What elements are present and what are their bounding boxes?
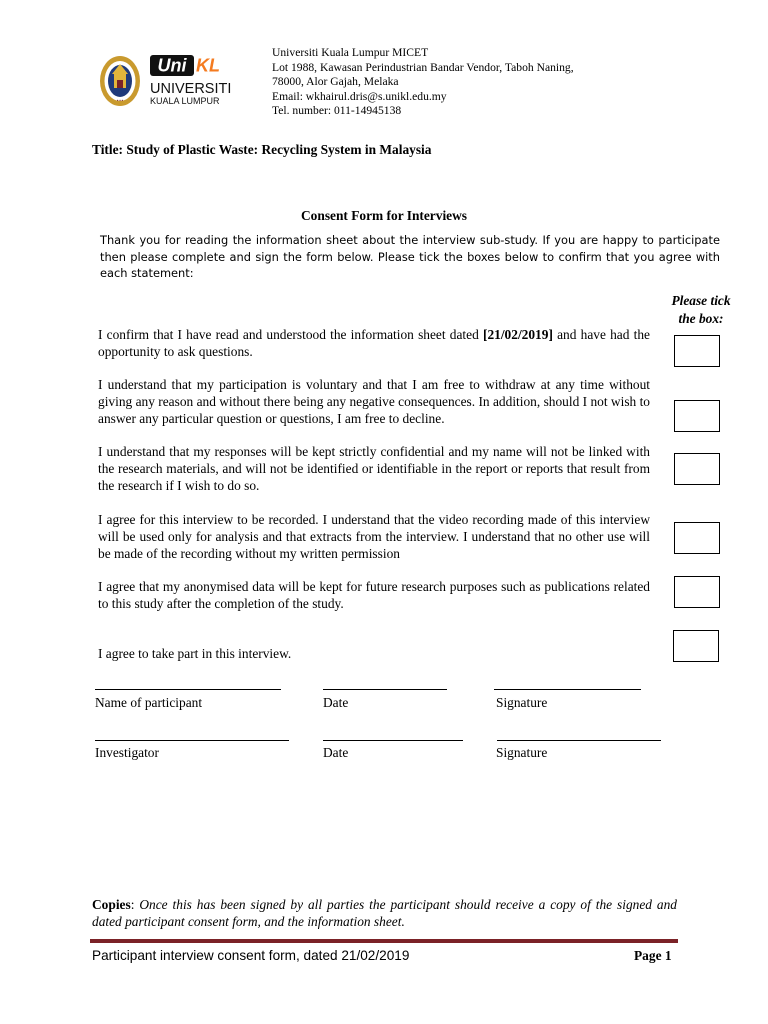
tick-box-4[interactable] [674,522,720,554]
svg-text:•••: ••• [116,98,124,103]
logo-name: UNIVERSITI [150,81,232,97]
statement-3: I understand that my responses will be kept strictly confidential and my name will not be linked with the research materials, and will not be identified or identifiable in the report or reports that result from the research if I wish to do so. [98,444,650,494]
address-line: Universiti Kuala Lumpur MICET [272,46,429,59]
page-number: Page 1 [634,948,672,963]
footer-text: Participant interview consent form, dated 21/02/2019 [92,948,410,963]
investigator-signature-label: Signature [496,745,548,760]
investigator-signature-line[interactable] [497,740,661,741]
copies-text: Once this has been signed by all parties the participant should receive a copy of the signed and dated participant consent form, and the information sheet. [92,897,677,930]
investigator-name-label: Investigator [95,745,159,760]
unikl-crest-icon [98,52,238,112]
logo-mark-uni: Uni [157,55,187,76]
form-heading: Consent Form for Interviews [301,208,467,223]
copies-label: Copies [92,897,131,912]
investigator-date-line[interactable] [323,740,463,741]
tick-box-2[interactable] [674,400,720,432]
statement-4: I agree for this interview to be recorded. I understand that the video recording made of this interview will be used only for analysis and that extracts from the interview. I understand that no other use will be made of the recording without my written permission [98,512,650,562]
document-title: Title: Study of Plastic Waste: Recycling System in Malaysia [92,142,432,157]
logo-subname: KUALA LUMPUR [150,96,220,106]
address-email: Email: wkhairul.dris@s.unikl.edu.my [272,89,447,103]
statement-6: I agree to take part in this interview. [98,646,292,661]
footer-divider [90,939,678,943]
investigator-date-label: Date [323,745,349,760]
information-sheet-date: [21/02/2019] [482,327,553,342]
university-logo [98,52,238,117]
participant-name-label: Name of participant [95,695,203,710]
investigator-name-line[interactable] [95,740,289,741]
tick-box-5[interactable] [674,576,720,608]
address-block [272,46,574,119]
copies-note: Copies: Once this has been signed by all parties the participant should receive a copy of the signed and dated participant consent form, and the information sheet. [92,897,677,930]
statement-1: I confirm that I have read and understood the information sheet dated [21/02/2019] and have had the opportunity to ask questions. [98,327,650,360]
tick-instruction: Please tick the box: [671,293,731,326]
logo-mark-kl: KL [196,55,220,76]
statement-5: I agree that my anonymised data will be kept for future research purposes such as publications related to this study after the completion of the study. [98,579,650,612]
address-phone: Tel. number: 011-14945138 [272,104,402,118]
participant-name-line[interactable] [95,689,281,690]
tick-box-6[interactable] [673,630,719,662]
participant-date-line[interactable] [323,689,447,690]
intro-paragraph: Thank you for reading the information sheet about the interview sub-study. If you are happy to participate then please complete and sign the form below. Please tick the boxes below to confirm that you agree with each statement: [100,233,720,280]
participant-signature-label: Signature [496,695,548,710]
address-line: Lot 1988, Kawasan Perindustrian Bandar Vendor, Taboh Naning, [272,60,574,74]
statement-2: I understand that my participation is voluntary and that I am free to withdraw at any time without giving any reason and without there being any negative consequences. In addition, should I not wish to answer any particular question or questions, I am free to decline. [98,377,650,427]
tick-box-1[interactable] [674,335,720,367]
tick-box-3[interactable] [674,453,720,485]
address-line: 78000, Alor Gajah, Melaka [272,75,399,89]
participant-date-label: Date [323,695,349,710]
participant-signature-line[interactable] [494,689,641,690]
